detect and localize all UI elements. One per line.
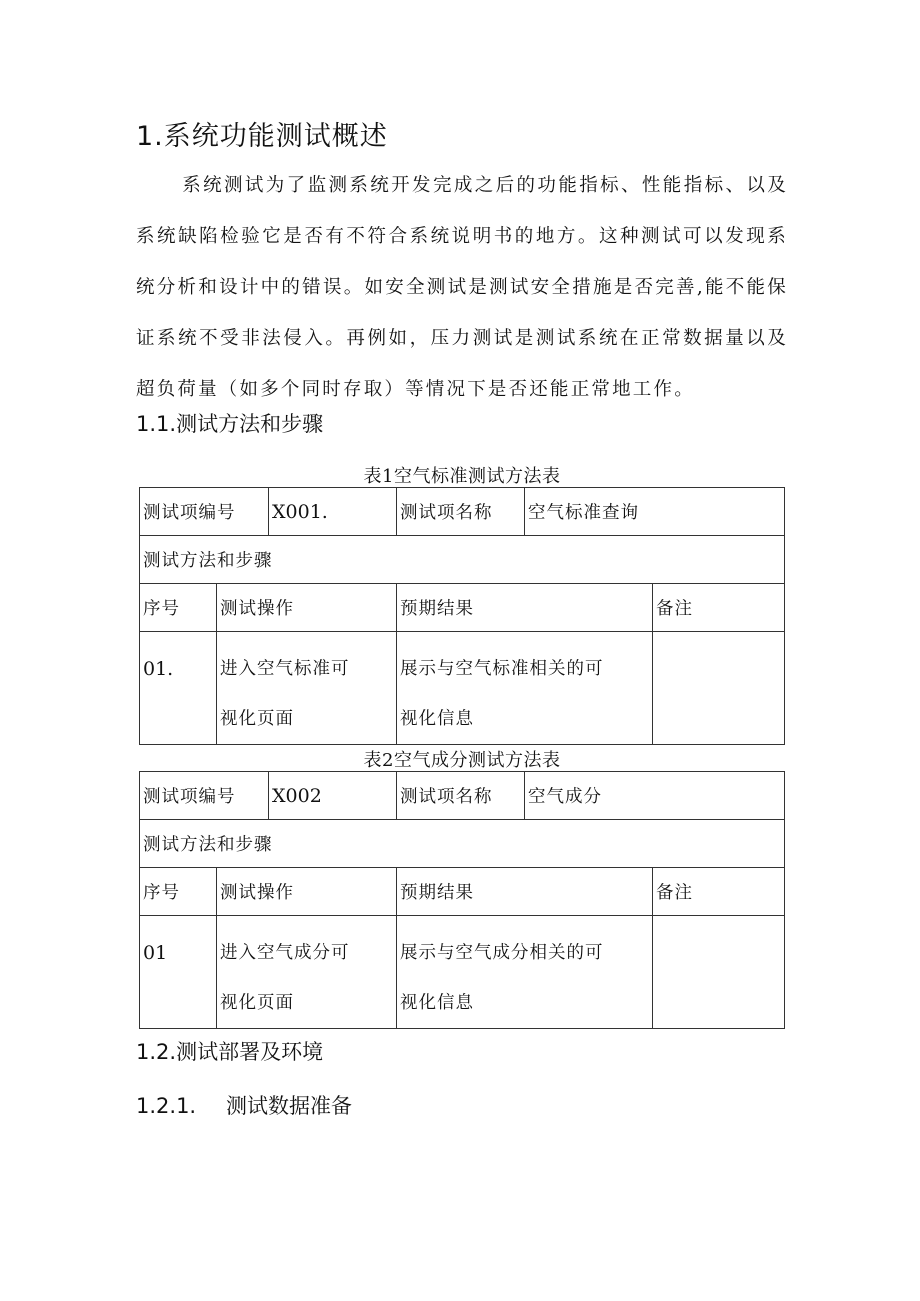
table-row	[140, 536, 785, 584]
header-no: 序号	[140, 584, 217, 632]
table-2	[139, 771, 785, 1029]
paragraph-text: 系统测试为了监测系统开发完成之后的功能指标、性能指标、以及系统缺陷检验它是否有不符合系统说明书的地方。这种测试可以发现系统分析和设计中的错误。如安全测试是测试安全措施是否完善,能不能保证系统不受非法侵入。再例如，压力测试是测试系统在正常数据量以及超负荷量（如多个同时存取）等情况下是否还能正常地工作。	[136, 175, 788, 400]
table-row	[140, 916, 785, 1029]
row-note	[653, 916, 785, 1029]
row-operation-line: 进入空气标准可	[220, 659, 350, 679]
header-note: 备注	[653, 868, 785, 916]
table-header-row	[140, 868, 785, 916]
row-note	[653, 632, 785, 745]
row-operation-line: 视化页面	[220, 709, 294, 729]
row-expected-line: 视化信息	[400, 993, 474, 1013]
section-1-2-1-number: 1.2.1.	[136, 1094, 197, 1118]
header-note: 备注	[653, 584, 785, 632]
row-operation	[217, 632, 397, 745]
test-id-label: 测试项编号	[140, 772, 269, 820]
header-no: 序号	[140, 868, 217, 916]
header-operation: 测试操作	[217, 584, 397, 632]
table-1	[139, 487, 785, 745]
section-1-2-heading: 1.2.测试部署及环境	[136, 1040, 324, 1064]
header-expected: 预期结果	[397, 868, 653, 916]
section-1-paragraph	[136, 160, 788, 415]
row-expected-line: 视化信息	[400, 709, 474, 729]
test-id-value: X001.	[269, 488, 397, 536]
table-row	[140, 820, 785, 868]
test-name-label: 测试项名称	[397, 488, 525, 536]
test-id-label: 测试项编号	[140, 488, 269, 536]
header-operation: 测试操作	[217, 868, 397, 916]
test-id-value: X002	[269, 772, 397, 820]
test-name-value: 空气标准查询	[525, 488, 785, 536]
row-operation	[217, 916, 397, 1029]
row-no: 01	[140, 916, 217, 1029]
row-expected-line: 展示与空气成分相关的可	[400, 943, 604, 963]
row-operation-line: 视化页面	[220, 993, 294, 1013]
row-expected-line: 展示与空气标准相关的可	[400, 659, 604, 679]
test-name-label: 测试项名称	[397, 772, 525, 820]
table-row	[140, 488, 785, 536]
row-expected	[397, 632, 653, 745]
table-2-caption: 表2空气成分测试方法表	[363, 750, 561, 771]
table-row	[140, 772, 785, 820]
table-1-caption: 表1空气标准测试方法表	[363, 466, 561, 487]
section-1-2-1-title: 测试数据准备	[226, 1094, 352, 1118]
test-name-value: 空气成分	[525, 772, 785, 820]
header-expected: 预期结果	[397, 584, 653, 632]
row-expected	[397, 916, 653, 1029]
table-header-row	[140, 584, 785, 632]
table-row	[140, 632, 785, 745]
section-1-heading: 1.系统功能测试概述	[136, 121, 388, 152]
section-1-2-1-heading	[136, 1090, 352, 1120]
row-operation-line: 进入空气成分可	[220, 943, 350, 963]
row-no: 01.	[140, 632, 217, 745]
method-label: 测试方法和步骤	[140, 820, 785, 868]
method-label: 测试方法和步骤	[140, 536, 785, 584]
section-1-1-heading: 1.1.测试方法和步骤	[136, 412, 324, 436]
